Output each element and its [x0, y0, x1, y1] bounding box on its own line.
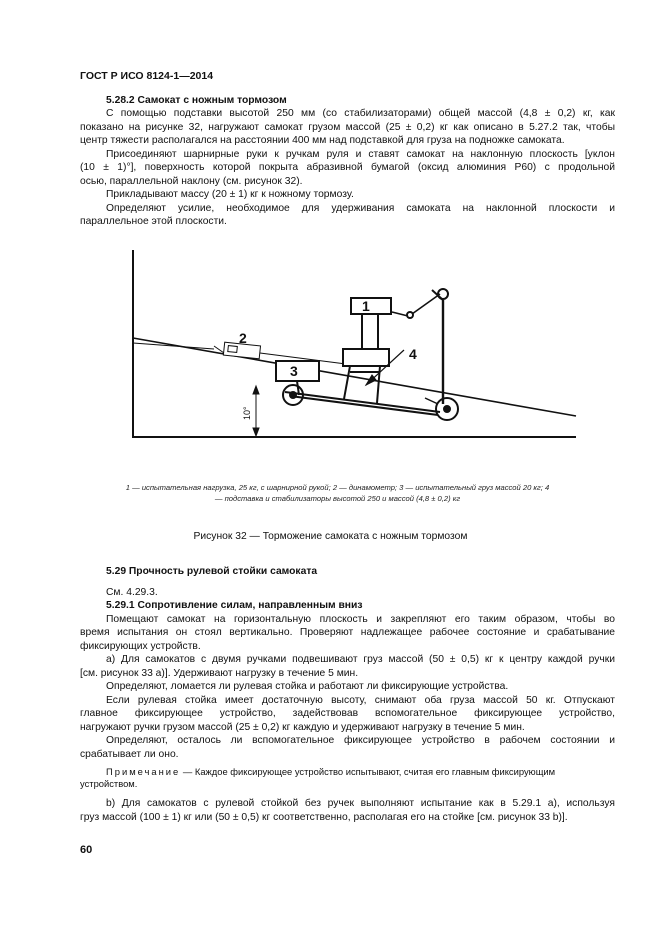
paragraph-line: груз массой (100 ± 1) кг или (50 ± 0,5) кг соответственно, располагая его на стойке [см. рисунок 33 b)].	[80, 811, 568, 823]
paragraph-line: Помещают самокат на горизонтальную плоскость и закрепляют его таким образом, чтобы во	[106, 613, 615, 625]
paragraph-line: Определяют, ломается ли рулевая стойка и работают ли фиксирующие устройства.	[106, 681, 509, 692]
paragraph-line: (10 ± 1)°], поверхность которой покрыта абразивной бумагой (оксид алюминия Р60) с продольной	[80, 162, 615, 173]
section-heading: 5.29 Прочность рулевой стойки самоката	[106, 566, 318, 577]
angle-label: 10°	[242, 406, 252, 420]
callout-3: 3	[290, 363, 298, 379]
angle-marker	[253, 386, 259, 436]
paragraph-line: [см. рисунок 33 а)]. Удерживают нагрузку в течение 5 мин.	[80, 667, 359, 679]
note-text: — Каждое фиксирующее устройство испытывают, считая его главным фиксирующим	[182, 766, 556, 777]
paragraph-line: См. 4.29.3.	[106, 587, 158, 598]
paragraph-line: срабатывает ли оно.	[80, 748, 179, 760]
figure-legend-line: 1 — испытательная нагрузка, 25 кг, с шарнирной рукой; 2 — динамометр; 3 — испытательный груз массой 20 кг; 4	[125, 483, 550, 492]
paragraph-line: Прикладывают массу (20 ± 1) кг к ножному тормозу.	[106, 189, 354, 200]
callout-2: 2	[239, 330, 247, 346]
callout-1: 1	[362, 298, 370, 314]
figure-caption: Рисунок 32 — Торможение самоката с ножным тормозом	[193, 531, 468, 542]
paragraph-line: нагружают ручки грузом массой (25 ± 0,2) кг каждую и удерживают нагрузку в течение 5 мин.	[80, 721, 525, 733]
note-label: Примечание	[106, 766, 181, 777]
paragraph-line: параллельное этой плоскости.	[80, 216, 227, 227]
callout-4: 4	[409, 346, 417, 362]
paragraph-line: Определяют усилие, необходимое для удерживания самоката на наклонной плоскости и	[106, 202, 615, 214]
note	[80, 766, 615, 778]
paragraph-line: центр тяжести располагался на расстоянии 400 мм над подставкой для груза на подножке самоката.	[80, 135, 565, 146]
paragraph-line: время испытания он стоял вертикально. Проверяют надлежащее рабочее состояние и срабатывание	[80, 627, 615, 638]
page-number: 60	[80, 844, 93, 856]
paragraph-line: главное фиксирующее устройство, задействовав вспомогательное фиксирующее устройство,	[80, 708, 615, 719]
paragraph-line: Определяют, осталось ли вспомогательное фиксирующее устройство в рабочем состоянии и	[106, 735, 615, 746]
figure-legend-line: — подставка и стабилизаторы высотой 250 и массой (4,8 ± 0,2) кг	[214, 494, 461, 503]
paragraph-line: Если рулевая стойка имеет достаточную высоту, снимают оба груза массой 50 кг. Отпускают	[106, 694, 615, 706]
subsection-heading: 5.29.1 Сопротивление силам, направленным вниз	[106, 600, 363, 611]
paragraph-line: b) Для самокатов с рулевой стойкой без ручек выполняют испытание как в 5.29.1 а), используя	[106, 798, 615, 809]
paragraph-line: a) Для самокатов с двумя ручками подвешивают груз массой (50 ± 0,5) кг к центру каждой ручки	[106, 654, 615, 665]
paragraph-line: осью, параллельной наклону (см. рисунок 32).	[80, 175, 303, 187]
paragraph-line: Присоединяют шарнирные руки к ручкам руля и ставят самокат на наклонную плоскость [уклон	[106, 148, 615, 160]
section-heading: 5.28.2 Самокат с ножным тормозом	[106, 95, 287, 106]
note-continuation: устройством.	[80, 778, 138, 789]
paragraph-line: фиксирующих устройств.	[80, 640, 201, 652]
paragraph-line: показано на рисунке 32, нагружают самокат грузом массой (25 ± 0,2) кг как описано в 5.27.2 так, чтобы	[80, 121, 615, 133]
paragraph-line: С помощью подставки высотой 250 мм (со стабилизаторами) общей массой (4,8 ± 0,2) кг, как	[106, 108, 615, 119]
standard-header: ГОСТ Р ИСО 8124-1—2014	[80, 70, 214, 82]
